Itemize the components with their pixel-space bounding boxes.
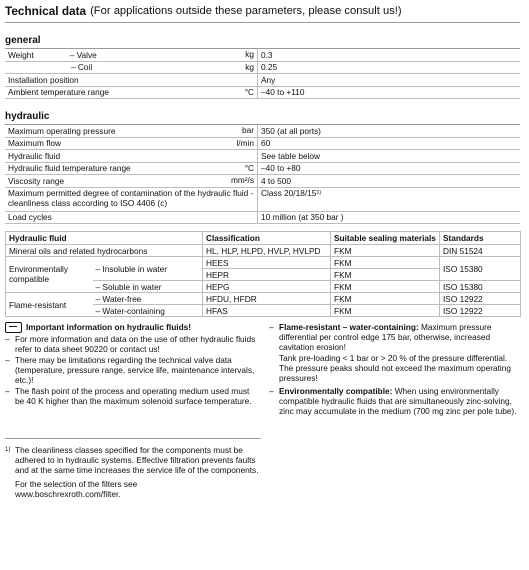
filter-link[interactable]: www.boschrexroth.com/filter. xyxy=(15,489,121,499)
spec-unit: kg xyxy=(245,49,254,59)
column-header: Classification xyxy=(203,232,331,245)
fluid-standard: ISO 15380 xyxy=(440,281,521,293)
fluid-subtype: – Soluble in water xyxy=(93,281,203,293)
important-info xyxy=(5,321,520,416)
table-row xyxy=(5,49,520,61)
fluid-classification: HL, HLP, HLPD, HVLP, HVLPD xyxy=(203,245,331,257)
table-row xyxy=(5,125,520,137)
spec-value: 60 xyxy=(258,137,521,150)
spec-label: Maximum operating pressure xyxy=(8,125,116,136)
fluid-classification: HFAS xyxy=(203,305,331,317)
spec-label: Installation position xyxy=(8,74,79,85)
table-row xyxy=(5,74,520,87)
fluid-name: Mineral oils and related hydrocarbons xyxy=(6,245,203,257)
footnote-text: The cleanliness classes specified for the components must be adhered to in hydraulic systems. Effective filtration prevents faults and at the same time increases the service life of the components. xyxy=(15,445,259,475)
spec-label: Hydraulic fluid xyxy=(8,150,61,161)
fluid-seal: FKM xyxy=(331,305,440,317)
table-row xyxy=(5,86,520,99)
title-bar xyxy=(5,0,520,23)
page-title: Technical data xyxy=(5,4,87,18)
spec-label: Load cycles xyxy=(8,212,52,223)
page-title-note: (For applications outside these parameters, please consult us!) xyxy=(90,5,402,17)
spec-value: –40 to +80 xyxy=(258,162,521,175)
table-row xyxy=(5,137,520,150)
fluid-classification: HEPR xyxy=(203,269,331,281)
general-table xyxy=(5,49,520,99)
fluid-classification: HEPG xyxy=(203,281,331,293)
spec-label: Hydraulic fluid temperature range xyxy=(8,163,131,174)
column-header: Suitable sealing materials xyxy=(331,232,440,245)
footnote xyxy=(5,445,265,475)
fluid-classification: HEES xyxy=(203,257,331,269)
list-item: – Environmentally compatible: When using environmentally compatible hydraulic fluids that are simultaneously zinc-solving, zinc may accumulate in the medium (700 mg zinc per pole tube). xyxy=(269,386,517,416)
table-row xyxy=(6,257,521,269)
fluid-seal: FKM xyxy=(331,293,440,305)
spec-label: Maximum permitted degree of contamination of the hydraulic fluid - cleanliness class according to ISO 4406 (c) xyxy=(5,187,258,211)
fluid-standard: ISO 12922 xyxy=(440,305,521,317)
fluid-seal: FKM xyxy=(331,281,440,293)
general-heading: general xyxy=(5,35,520,49)
fluid-seal: FKM xyxy=(331,245,440,257)
spec-unit: °C xyxy=(244,86,254,97)
table-row xyxy=(5,162,520,175)
spec-unit: l/min xyxy=(236,137,254,148)
spec-value: 0.3 xyxy=(258,49,521,61)
spec-unit: mm²/s xyxy=(230,175,254,185)
table-row xyxy=(5,175,520,188)
spec-value: Any xyxy=(258,74,521,87)
spec-label: Weight xyxy=(8,49,34,60)
spec-sublabel: – Valve xyxy=(69,49,97,60)
spec-unit: °C xyxy=(244,162,254,173)
table-header-row xyxy=(6,232,521,245)
list-item: – Flame-resistant – water-containing: Maximum pressure differential per control edge 175 bar, otherwise, increased cavitation erosion! xyxy=(269,322,492,352)
spec-value: –40 to +110 xyxy=(258,86,521,99)
table-row xyxy=(5,61,520,74)
spec-unit: bar xyxy=(242,125,254,135)
footnote-mark: 1) xyxy=(316,189,322,196)
hydraulic-fluids-table xyxy=(5,231,521,317)
hydraulic-table xyxy=(5,125,520,224)
table-row xyxy=(5,187,520,211)
table-row xyxy=(6,293,521,305)
fluid-subtype: – Insoluble in water xyxy=(93,257,203,281)
spec-value: See table below xyxy=(258,150,521,163)
list-item: – For more information and data on the use of other hydraulic fluids refer to data sheet 90220 or contact us! xyxy=(5,334,256,354)
column-header: Standards xyxy=(440,232,521,245)
fluid-subtype: – Water-containing xyxy=(93,305,203,317)
table-row xyxy=(5,211,520,224)
table-row xyxy=(5,150,520,163)
spec-value: 350 (at all ports) xyxy=(258,125,521,137)
pointing-hand-icon xyxy=(5,322,22,333)
info-paragraph: Tank pre-loading < 1 bar or > 20 % of the pressure differential. The pressure peaks should not exceed the maximum operating pressures! xyxy=(279,353,511,383)
footnote-filters: For the selection of the filters see www.boschrexroth.com/filter. xyxy=(5,479,275,499)
fluid-subtype: – Water-free xyxy=(93,293,203,305)
fluid-standard: DIN 51524 xyxy=(440,245,521,257)
fluid-name: Environmentally compatible xyxy=(6,257,93,293)
list-item: – There may be limitations regarding the technical valve data (temperature, pressure range, service life, maintenance intervals, etc.)! xyxy=(5,355,255,385)
info-heading: Important information on hydraulic fluids! xyxy=(26,322,192,332)
info-right-column xyxy=(269,321,519,416)
fluid-standard: ISO 12922 xyxy=(440,293,521,305)
spec-label: Ambient temperature range xyxy=(8,87,110,98)
list-item: – The flash point of the process and operating medium used must be 40 K higher than the maximum solenoid surface temperature. xyxy=(5,386,252,406)
fluid-classification: HFDU, HFDR xyxy=(203,293,331,305)
spec-label: Maximum flow xyxy=(8,138,62,149)
spec-value: 4 to 500 xyxy=(258,175,521,188)
hydraulic-heading: hydraulic xyxy=(5,111,520,125)
table-row xyxy=(6,245,521,257)
fluid-seal: FKM xyxy=(331,269,440,281)
fluid-standard: ISO 15380 xyxy=(440,257,521,281)
spec-value: 10 million (at 350 bar ) xyxy=(258,211,521,224)
spec-unit: kg xyxy=(245,61,254,72)
technical-data-page xyxy=(5,0,520,499)
info-left-column xyxy=(5,321,257,416)
fluid-seal: FKM xyxy=(331,257,440,269)
spec-value: 0.25 xyxy=(258,61,521,74)
spec-sublabel: – Coil xyxy=(71,62,93,73)
footnote-mark: 1) xyxy=(5,447,11,453)
spec-value: Class 20/18/15 xyxy=(261,187,317,198)
column-header: Hydraulic fluid xyxy=(6,232,203,245)
footnote-divider xyxy=(5,438,261,439)
spec-label: Viscosity range xyxy=(8,175,65,186)
fluid-name: Flame-resistant xyxy=(6,293,93,317)
